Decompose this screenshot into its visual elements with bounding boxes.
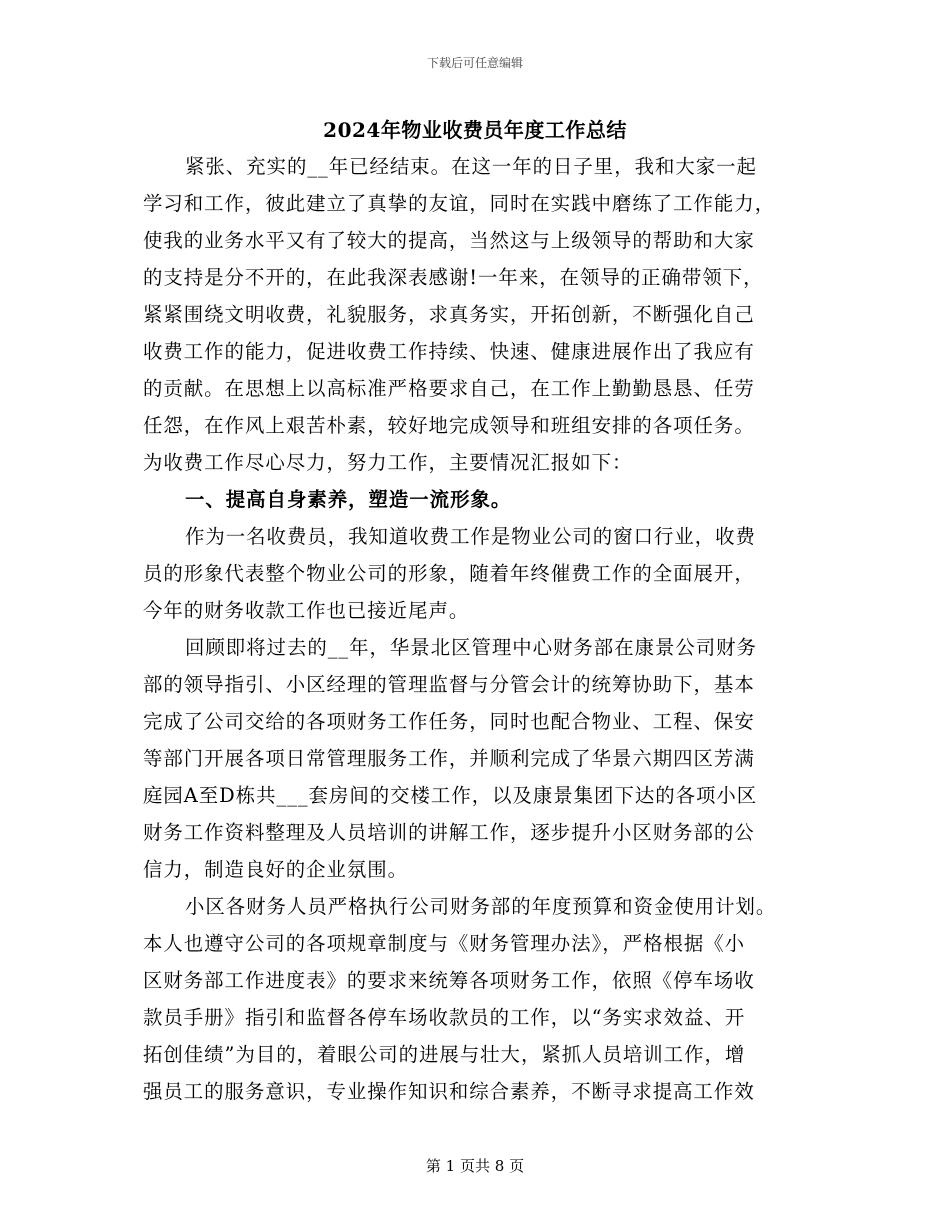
- body-text-line: 任怨，在作风上艰苦朴素，较好地完成领导和班组安排的各项任务。: [143, 414, 755, 437]
- body-text-line: 强员工的服务意识，专业操作知识和综合素养，不断寻求提高工作效: [143, 1080, 755, 1103]
- body-text-line: 拓创佳绩”为目的，着眼公司的进展与壮大，紧抓人员培训工作，增: [143, 1043, 746, 1066]
- body-text-line: 等部门开展各项日常管理服务工作，并顺利完成了华景六期四区芳满: [143, 747, 755, 770]
- body-text-line: 今年的财务收款工作也已接近尾声。: [143, 599, 470, 622]
- header-note: 下载后可任意编辑: [426, 56, 523, 70]
- body-text-line: 庭园A至D栋共___套房间的交楼工作，以及康景集团下达的各项小区: [143, 784, 758, 807]
- document-body: [143, 148, 803, 1110]
- body-text-line: 完成了公司交给的各项财务工作任务，同时也配合物业、工程、保安: [143, 710, 755, 733]
- body-text-line: 作为一名收费员，我知道收费工作是物业公司的窗口行业，收费: [185, 525, 756, 548]
- body-text-line: 为收费工作尽心尽力，努力工作，主要情况汇报如下：: [143, 451, 633, 474]
- section-heading: 一、提高自身素养，塑造一流形象。: [185, 488, 512, 511]
- body-text-line: 员的形象代表整个物业公司的形象，随着年终催费工作的全面展开，: [143, 562, 755, 585]
- body-text-line: 紧紧围绕文明收费，礼貌服务，求真务实，开拓创新，不断强化自己: [143, 303, 755, 326]
- page-footer: 第 1 页共 8 页: [425, 1157, 525, 1175]
- body-text-line: 学习和工作，彼此建立了真挚的友谊，同时在实践中磨练了工作能力，: [143, 192, 776, 215]
- body-text-line: 区财务部工作进度表》的要求来统筹各项财务工作，依照《停车场收: [143, 969, 755, 992]
- body-text-line: 紧张、充实的__年已经结束。在这一年的日子里，我和大家一起: [185, 155, 757, 178]
- body-text-line: 回顾即将过去的__年，华景北区管理中心财务部在康景公司财务: [185, 636, 757, 659]
- body-text-line: 财务工作资料整理及人员培训的讲解工作，逐步提升小区财务部的公: [143, 821, 755, 844]
- body-text-line: 本人也遵守公司的各项规章制度与《财务管理办法》，严格根据《小: [143, 932, 746, 955]
- body-text-line: 的贡献。在思想上以高标准严格要求自己，在工作上勤勤恳恳、任劳: [143, 377, 755, 400]
- body-text-line: 小区各财务人员严格执行公司财务部的年度预算和资金使用计划。: [185, 895, 777, 918]
- body-text-line: 部的领导指引、小区经理的管理监督与分管会计的统筹协助下，基本: [143, 673, 755, 696]
- body-text-line: 使我的业务水平又有了较大的提高，当然这与上级领导的帮助和大家: [143, 229, 755, 252]
- body-text-line: 收费工作的能力，促进收费工作持续、快速、健康进展作出了我应有: [143, 340, 755, 363]
- body-text-line: 款员手册》指引和监督各停车场收款员的工作，以“务实求效益、开: [143, 1006, 746, 1029]
- body-text-line: 信力，制造良好的企业氛围。: [143, 858, 409, 881]
- document-title: 2024年物业收费员年度工作总结: [323, 118, 627, 142]
- body-text-line: 的支持是分不开的，在此我深表感谢!一年来，在领导的正确带领下，: [143, 266, 764, 289]
